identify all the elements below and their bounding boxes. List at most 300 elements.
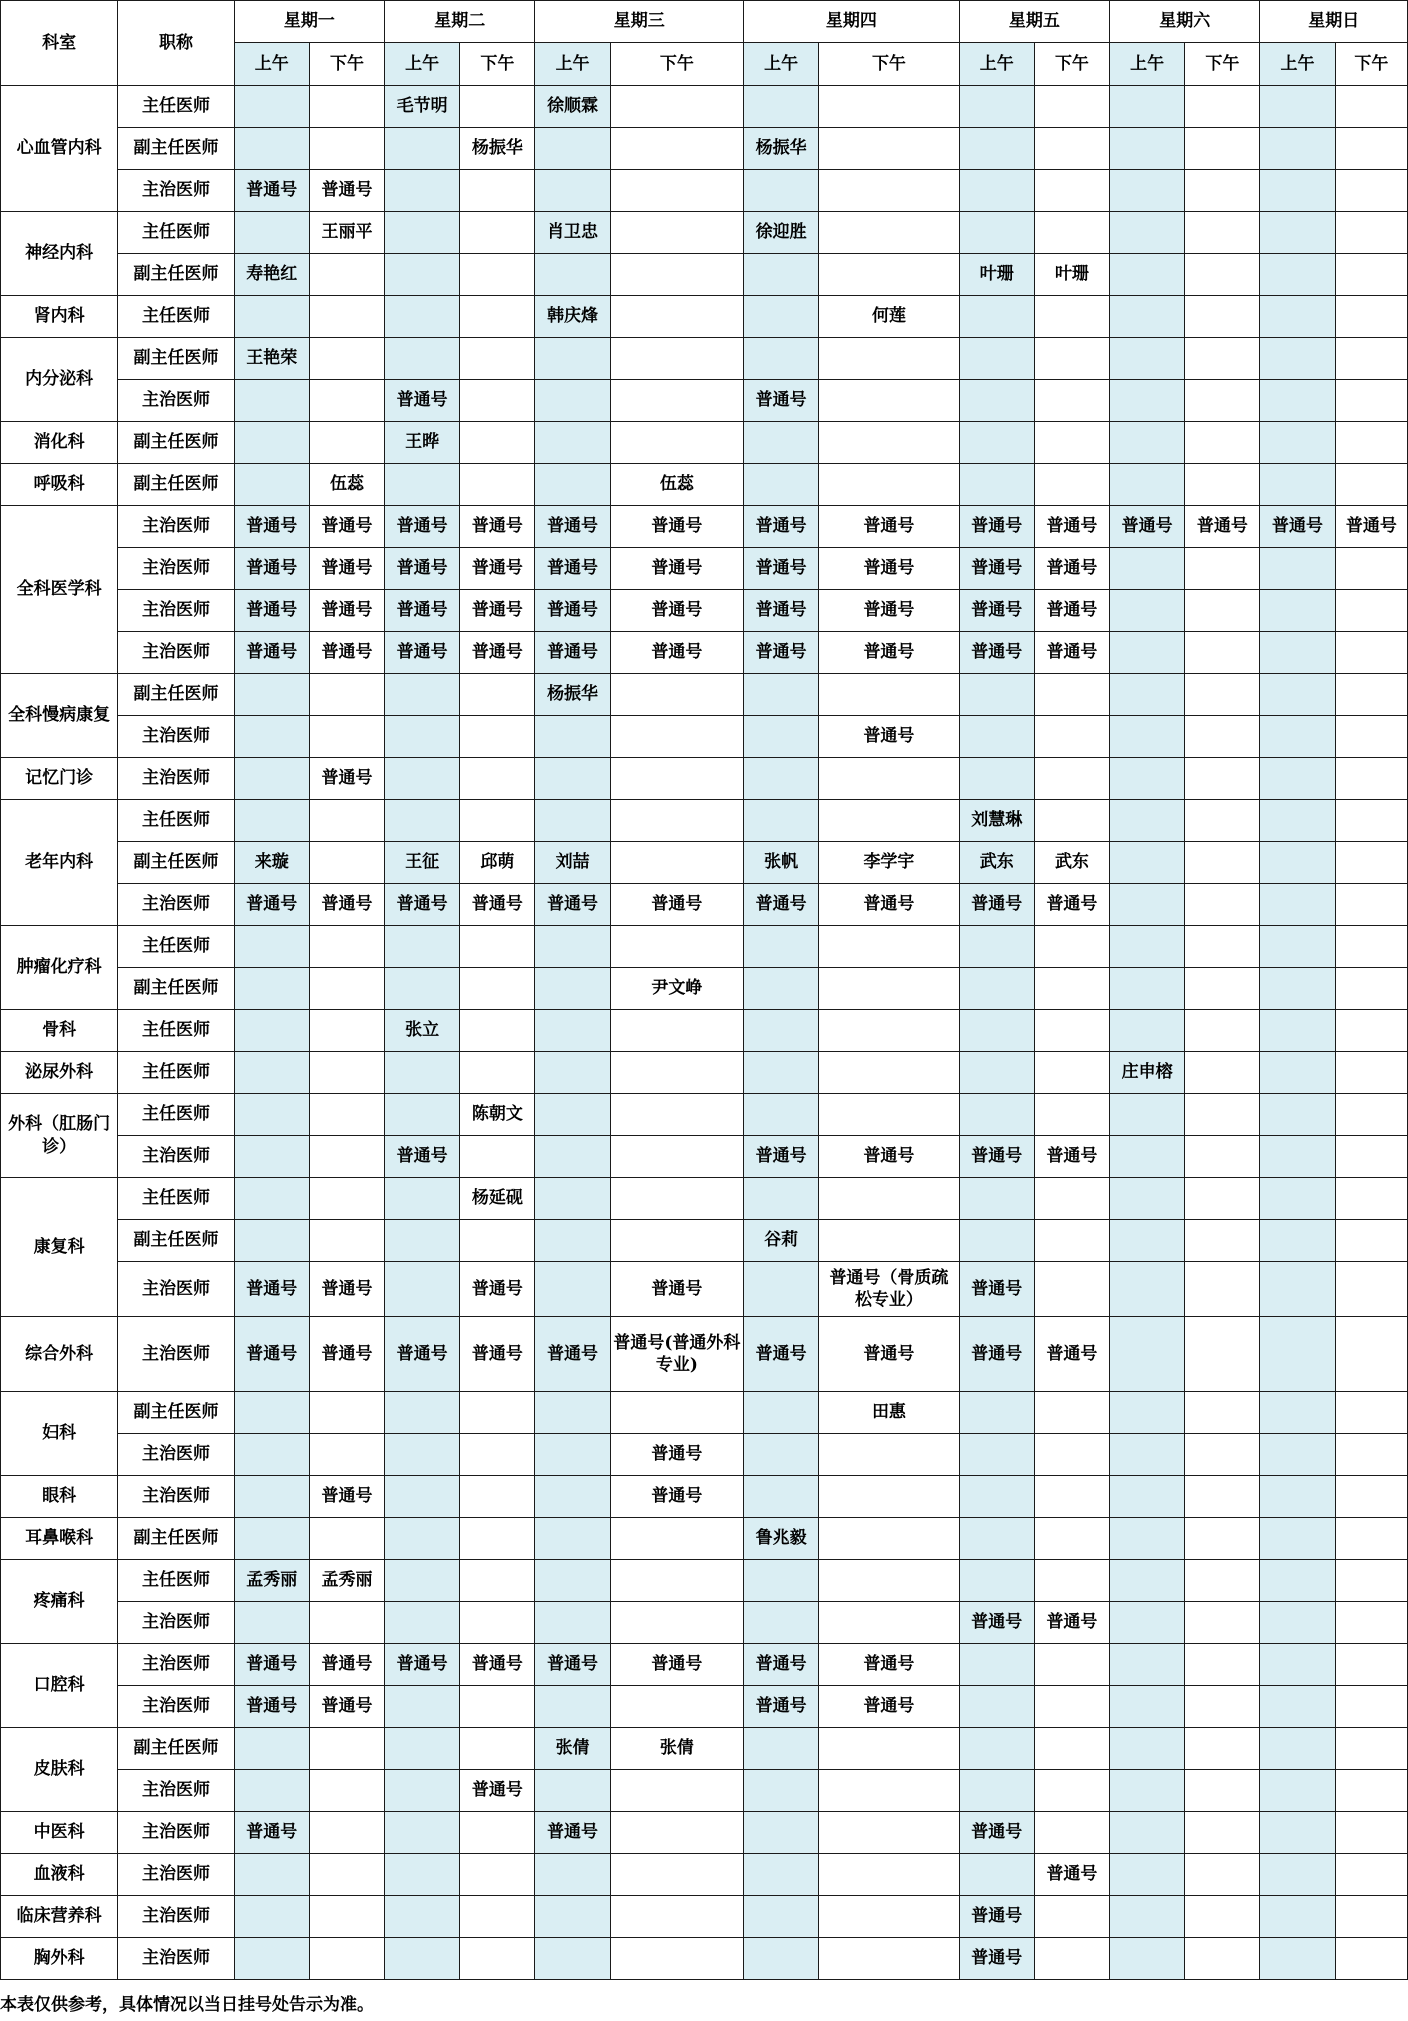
schedule-cell — [460, 716, 535, 758]
schedule-cell — [1335, 1770, 1407, 1812]
schedule-cell — [234, 926, 309, 968]
schedule-cell — [385, 1434, 460, 1476]
schedule-cell: 庄申榕 — [1110, 1052, 1185, 1094]
schedule-cell: 杨振华 — [535, 674, 610, 716]
schedule-cell: 张倩 — [610, 1728, 743, 1770]
doctor-title-cell: 副主任医师 — [118, 1392, 234, 1434]
schedule-cell — [535, 758, 610, 800]
schedule-cell — [535, 1560, 610, 1602]
schedule-cell: 普通号 — [535, 590, 610, 632]
schedule-cell — [1335, 1644, 1407, 1686]
schedule-cell: 普通号 — [460, 632, 535, 674]
schedule-cell — [1335, 1896, 1407, 1938]
schedule-cell — [1185, 86, 1260, 128]
department-cell: 心血管内科 — [1, 86, 118, 212]
schedule-cell — [1260, 1770, 1335, 1812]
schedule-cell — [234, 968, 309, 1010]
table-row — [1, 1854, 1408, 1896]
schedule-cell — [744, 716, 819, 758]
schedule-cell — [1110, 1854, 1185, 1896]
schedule-cell: 鲁兆毅 — [744, 1518, 819, 1560]
schedule-cell — [1185, 716, 1260, 758]
doctor-title-cell: 主治医师 — [118, 1262, 234, 1317]
schedule-cell — [1185, 1392, 1260, 1434]
schedule-cell — [460, 1896, 535, 1938]
schedule-cell: 普通号 — [959, 548, 1034, 590]
schedule-cell: 普通号 — [1034, 1602, 1109, 1644]
schedule-cell — [535, 968, 610, 1010]
schedule-cell — [959, 1728, 1034, 1770]
schedule-cell — [460, 674, 535, 716]
schedule-cell — [460, 212, 535, 254]
schedule-cell — [1335, 1812, 1407, 1854]
schedule-cell: 普通号 — [744, 632, 819, 674]
schedule-cell: 普通号 — [535, 884, 610, 926]
schedule-cell: 普通号 — [385, 1317, 460, 1392]
schedule-cell — [610, 338, 743, 380]
schedule-cell — [1260, 86, 1335, 128]
schedule-cell — [1260, 716, 1335, 758]
schedule-cell: 普通号 — [460, 548, 535, 590]
schedule-cell — [234, 1220, 309, 1262]
schedule-cell — [744, 338, 819, 380]
schedule-cell — [744, 1476, 819, 1518]
schedule-cell — [1185, 254, 1260, 296]
schedule-cell — [1110, 632, 1185, 674]
schedule-cell — [460, 296, 535, 338]
schedule-cell — [1034, 1392, 1109, 1434]
doctor-title-cell: 主治医师 — [118, 716, 234, 758]
schedule-cell — [1110, 842, 1185, 884]
schedule-cell — [234, 1938, 309, 1980]
doctor-title-cell: 主治医师 — [118, 758, 234, 800]
schedule-cell — [1185, 1686, 1260, 1728]
header-pm: 下午 — [1034, 43, 1109, 86]
schedule-cell — [1185, 1262, 1260, 1317]
schedule-cell: 杨振华 — [744, 128, 819, 170]
department-cell: 肾内科 — [1, 296, 118, 338]
table-row — [1, 1220, 1408, 1262]
schedule-cell: 普通号 — [234, 1262, 309, 1317]
schedule-cell — [1260, 1476, 1335, 1518]
table-row — [1, 674, 1408, 716]
schedule-cell: 普通号 — [234, 884, 309, 926]
schedule-cell — [744, 1854, 819, 1896]
schedule-cell — [819, 758, 959, 800]
schedule-cell: 普通号 — [385, 1644, 460, 1686]
schedule-cell — [610, 1812, 743, 1854]
schedule-cell: 普通号 — [385, 590, 460, 632]
schedule-cell: 普通号 — [1034, 590, 1109, 632]
schedule-cell — [1260, 1052, 1335, 1094]
schedule-cell: 普通号 — [234, 548, 309, 590]
schedule-cell — [959, 1220, 1034, 1262]
doctor-title-cell: 主治医师 — [118, 548, 234, 590]
schedule-cell — [1185, 1518, 1260, 1560]
schedule-cell — [1110, 86, 1185, 128]
schedule-cell: 普通号 — [385, 884, 460, 926]
schedule-cell — [1335, 380, 1407, 422]
schedule-cell: 普通号 — [535, 548, 610, 590]
schedule-cell — [1110, 758, 1185, 800]
schedule-cell — [309, 842, 384, 884]
schedule-cell — [385, 1178, 460, 1220]
schedule-cell — [1110, 1392, 1185, 1434]
schedule-cell — [309, 422, 384, 464]
schedule-cell — [1110, 170, 1185, 212]
schedule-cell: 寿艳红 — [234, 254, 309, 296]
schedule-cell — [610, 1392, 743, 1434]
schedule-cell — [535, 1052, 610, 1094]
schedule-cell — [744, 1094, 819, 1136]
schedule-cell: 尹文峥 — [610, 968, 743, 1010]
schedule-cell — [234, 1518, 309, 1560]
schedule-cell — [460, 170, 535, 212]
schedule-cell — [1034, 1686, 1109, 1728]
schedule-cell — [1110, 254, 1185, 296]
schedule-cell — [1110, 1686, 1185, 1728]
schedule-cell — [535, 1686, 610, 1728]
table-row — [1, 86, 1408, 128]
schedule-cell — [610, 1010, 743, 1052]
schedule-cell — [610, 86, 743, 128]
schedule-cell — [309, 716, 384, 758]
schedule-cell — [234, 1896, 309, 1938]
schedule-cell — [1260, 1938, 1335, 1980]
schedule-cell: 普通号 — [959, 1317, 1034, 1392]
schedule-cell — [234, 758, 309, 800]
schedule-cell — [1335, 968, 1407, 1010]
schedule-cell: 刘慧琳 — [959, 800, 1034, 842]
schedule-cell — [535, 254, 610, 296]
schedule-cell — [1335, 1560, 1407, 1602]
header-am: 上午 — [1110, 43, 1185, 86]
department-cell: 耳鼻喉科 — [1, 1518, 118, 1560]
schedule-cell: 普通号 — [309, 1317, 384, 1392]
schedule-cell — [309, 1518, 384, 1560]
schedule-cell — [610, 422, 743, 464]
schedule-cell: 普通号 — [535, 632, 610, 674]
schedule-cell — [460, 1812, 535, 1854]
schedule-cell: 普通号 — [385, 632, 460, 674]
schedule-cell — [1034, 128, 1109, 170]
schedule-cell — [819, 128, 959, 170]
schedule-cell — [460, 1560, 535, 1602]
schedule-cell: 普通号 — [1034, 1317, 1109, 1392]
schedule-cell — [1260, 338, 1335, 380]
schedule-cell — [1034, 1052, 1109, 1094]
department-cell: 妇科 — [1, 1392, 118, 1476]
schedule-cell — [535, 380, 610, 422]
schedule-cell — [1034, 1476, 1109, 1518]
schedule-cell — [460, 338, 535, 380]
schedule-cell — [1185, 212, 1260, 254]
schedule-cell — [819, 1434, 959, 1476]
schedule-cell — [1110, 338, 1185, 380]
doctor-title-cell: 副主任医师 — [118, 968, 234, 1010]
schedule-cell — [1185, 170, 1260, 212]
schedule-cell — [1185, 1728, 1260, 1770]
schedule-cell — [234, 1602, 309, 1644]
schedule-cell — [234, 296, 309, 338]
schedule-cell: 普通号 — [234, 1317, 309, 1392]
schedule-cell: 普通号 — [234, 1644, 309, 1686]
schedule-cell: 普通号 — [959, 1938, 1034, 1980]
schedule-cell — [1110, 1518, 1185, 1560]
schedule-cell — [309, 968, 384, 1010]
header-pm: 下午 — [1185, 43, 1260, 86]
schedule-cell: 普通号 — [535, 506, 610, 548]
schedule-cell — [1185, 1770, 1260, 1812]
table-row — [1, 1602, 1408, 1644]
schedule-cell — [1260, 170, 1335, 212]
schedule-cell — [1110, 1178, 1185, 1220]
schedule-cell — [1260, 926, 1335, 968]
schedule-cell — [959, 128, 1034, 170]
table-row — [1, 926, 1408, 968]
schedule-cell — [460, 1392, 535, 1434]
schedule-cell: 普通号 — [744, 506, 819, 548]
doctor-title-cell: 副主任医师 — [118, 674, 234, 716]
schedule-cell — [1034, 800, 1109, 842]
schedule-cell: 普通号 — [1034, 632, 1109, 674]
schedule-cell — [744, 1178, 819, 1220]
schedule-cell: 普通号 — [819, 1136, 959, 1178]
schedule-cell — [1034, 1094, 1109, 1136]
schedule-cell — [234, 212, 309, 254]
schedule-cell — [1185, 1812, 1260, 1854]
schedule-cell — [1185, 884, 1260, 926]
footnote: 本表仅供参考，具体情况以当日挂号处告示为准。 — [0, 1995, 374, 2015]
doctor-title-cell: 主治医师 — [118, 380, 234, 422]
schedule-cell — [1260, 1317, 1335, 1392]
schedule-cell: 普通号 — [744, 380, 819, 422]
schedule-cell — [959, 1476, 1034, 1518]
schedule-cell — [959, 1392, 1034, 1434]
schedule-cell: 普通号 — [460, 884, 535, 926]
schedule-cell — [309, 1770, 384, 1812]
schedule-cell: 普通号 — [385, 506, 460, 548]
schedule-cell — [309, 296, 384, 338]
schedule-cell — [1110, 1812, 1185, 1854]
department-cell: 呼吸科 — [1, 464, 118, 506]
schedule-cell — [385, 758, 460, 800]
header-am: 上午 — [959, 43, 1034, 86]
department-cell: 记忆门诊 — [1, 758, 118, 800]
schedule-cell — [1110, 464, 1185, 506]
schedule-cell: 普通号 — [309, 1644, 384, 1686]
schedule-cell — [1110, 1728, 1185, 1770]
schedule-cell — [535, 1854, 610, 1896]
schedule-cell — [959, 296, 1034, 338]
schedule-cell — [1335, 1686, 1407, 1728]
schedule-cell — [460, 800, 535, 842]
schedule-cell: 普通号 — [309, 1686, 384, 1728]
header-day-wed: 星期三 — [535, 1, 744, 43]
department-cell: 神经内科 — [1, 212, 118, 296]
schedule-cell — [610, 1560, 743, 1602]
schedule-cell — [1110, 1262, 1185, 1317]
header-pm: 下午 — [610, 43, 743, 86]
schedule-cell — [959, 1560, 1034, 1602]
schedule-cell — [819, 1560, 959, 1602]
schedule-cell — [744, 1392, 819, 1434]
schedule-cell — [1185, 1434, 1260, 1476]
schedule-cell — [744, 1812, 819, 1854]
schedule-cell: 普通号 — [610, 1434, 743, 1476]
schedule-cell — [959, 1770, 1034, 1812]
schedule-cell — [610, 254, 743, 296]
schedule-cell — [610, 1854, 743, 1896]
schedule-cell: 普通号 — [610, 1644, 743, 1686]
schedule-cell — [959, 1094, 1034, 1136]
schedule-cell: 普通号 — [744, 548, 819, 590]
schedule-cell: 普通号 — [309, 1476, 384, 1518]
header-am: 上午 — [744, 43, 819, 86]
header-am: 上午 — [1260, 43, 1335, 86]
schedule-cell: 武东 — [1034, 842, 1109, 884]
schedule-cell: 普通号 — [460, 1262, 535, 1317]
schedule-cell — [1110, 296, 1185, 338]
schedule-cell — [819, 1770, 959, 1812]
department-cell: 泌尿外科 — [1, 1052, 118, 1094]
schedule-cell — [1260, 1518, 1335, 1560]
schedule-cell — [1185, 590, 1260, 632]
schedule-cell — [1260, 1136, 1335, 1178]
schedule-cell — [1110, 926, 1185, 968]
schedule-cell — [1034, 1770, 1109, 1812]
schedule-cell — [385, 254, 460, 296]
header-pm: 下午 — [460, 43, 535, 86]
schedule-cell — [819, 1094, 959, 1136]
schedule-cell — [1185, 1602, 1260, 1644]
schedule-cell — [535, 170, 610, 212]
schedule-cell — [1335, 1178, 1407, 1220]
table-row — [1, 170, 1408, 212]
doctor-title-cell: 主任医师 — [118, 1052, 234, 1094]
schedule-cell — [1110, 1476, 1185, 1518]
schedule-cell — [460, 758, 535, 800]
schedule-cell: 普通号 — [309, 758, 384, 800]
schedule-cell — [610, 674, 743, 716]
schedule-cell — [744, 1560, 819, 1602]
department-cell: 全科慢病康复 — [1, 674, 118, 758]
header-row-days — [1, 1, 1408, 43]
schedule-cell — [535, 422, 610, 464]
table-body — [1, 86, 1408, 1980]
schedule-cell: 叶珊 — [959, 254, 1034, 296]
schedule-cell — [460, 254, 535, 296]
schedule-cell — [535, 1476, 610, 1518]
schedule-cell — [819, 674, 959, 716]
schedule-cell — [1185, 1560, 1260, 1602]
schedule-cell — [1185, 380, 1260, 422]
schedule-cell — [385, 1052, 460, 1094]
header-department: 科室 — [1, 1, 118, 86]
schedule-cell — [1034, 212, 1109, 254]
schedule-cell — [1260, 1686, 1335, 1728]
schedule-cell — [1335, 1220, 1407, 1262]
schedule-cell — [385, 1094, 460, 1136]
schedule-cell — [744, 1262, 819, 1317]
schedule-cell — [1185, 926, 1260, 968]
schedule-cell — [385, 1518, 460, 1560]
schedule-cell — [535, 1602, 610, 1644]
schedule-cell: 普通号 — [234, 506, 309, 548]
schedule-cell — [744, 86, 819, 128]
schedule-cell — [1185, 1010, 1260, 1052]
schedule-cell — [309, 1052, 384, 1094]
schedule-cell — [1260, 1854, 1335, 1896]
header-am: 上午 — [234, 43, 309, 86]
doctor-title-cell: 主任医师 — [118, 296, 234, 338]
schedule-cell — [1185, 1094, 1260, 1136]
table-row — [1, 1644, 1408, 1686]
schedule-cell — [385, 800, 460, 842]
schedule-cell — [819, 254, 959, 296]
schedule-cell — [535, 1262, 610, 1317]
schedule-cell — [460, 422, 535, 464]
schedule-cell — [1335, 842, 1407, 884]
schedule-cell — [1110, 590, 1185, 632]
schedule-cell — [1034, 86, 1109, 128]
schedule-cell — [610, 1094, 743, 1136]
schedule-cell — [610, 212, 743, 254]
schedule-cell — [309, 86, 384, 128]
department-cell: 肿瘤化疗科 — [1, 926, 118, 1010]
schedule-cell — [959, 1518, 1034, 1560]
header-day-mon: 星期一 — [234, 1, 384, 43]
schedule-cell — [959, 926, 1034, 968]
schedule-cell — [744, 170, 819, 212]
doctor-title-cell: 主治医师 — [118, 1812, 234, 1854]
schedule-cell — [959, 422, 1034, 464]
schedule-cell: 普通号 — [309, 1262, 384, 1317]
schedule-cell — [309, 1178, 384, 1220]
schedule-cell — [535, 1938, 610, 1980]
doctor-title-cell: 主治医师 — [118, 1770, 234, 1812]
schedule-cell — [460, 1728, 535, 1770]
schedule-cell — [1335, 1392, 1407, 1434]
schedule-cell — [1260, 1262, 1335, 1317]
schedule-cell — [959, 1178, 1034, 1220]
schedule-cell — [1034, 674, 1109, 716]
schedule-cell — [309, 1602, 384, 1644]
schedule-cell: 普通号 — [385, 548, 460, 590]
schedule-cell: 普通号 — [819, 590, 959, 632]
schedule-cell: 普通号 — [610, 1476, 743, 1518]
schedule-cell — [819, 464, 959, 506]
schedule-cell: 普通号 — [535, 1317, 610, 1392]
department-cell: 骨科 — [1, 1010, 118, 1052]
schedule-cell — [1110, 548, 1185, 590]
schedule-cell — [1260, 842, 1335, 884]
doctor-title-cell: 主任医师 — [118, 212, 234, 254]
table-row — [1, 1317, 1408, 1392]
schedule-cell: 普通号 — [744, 590, 819, 632]
schedule-cell — [1034, 1178, 1109, 1220]
schedule-cell — [385, 926, 460, 968]
schedule-cell — [1335, 548, 1407, 590]
schedule-cell — [1335, 1434, 1407, 1476]
schedule-cell — [309, 1136, 384, 1178]
table-row — [1, 1728, 1408, 1770]
schedule-cell: 张帆 — [744, 842, 819, 884]
schedule-cell — [234, 380, 309, 422]
header-title: 职称 — [118, 1, 234, 86]
schedule-cell — [460, 1136, 535, 1178]
schedule-cell — [309, 1010, 384, 1052]
